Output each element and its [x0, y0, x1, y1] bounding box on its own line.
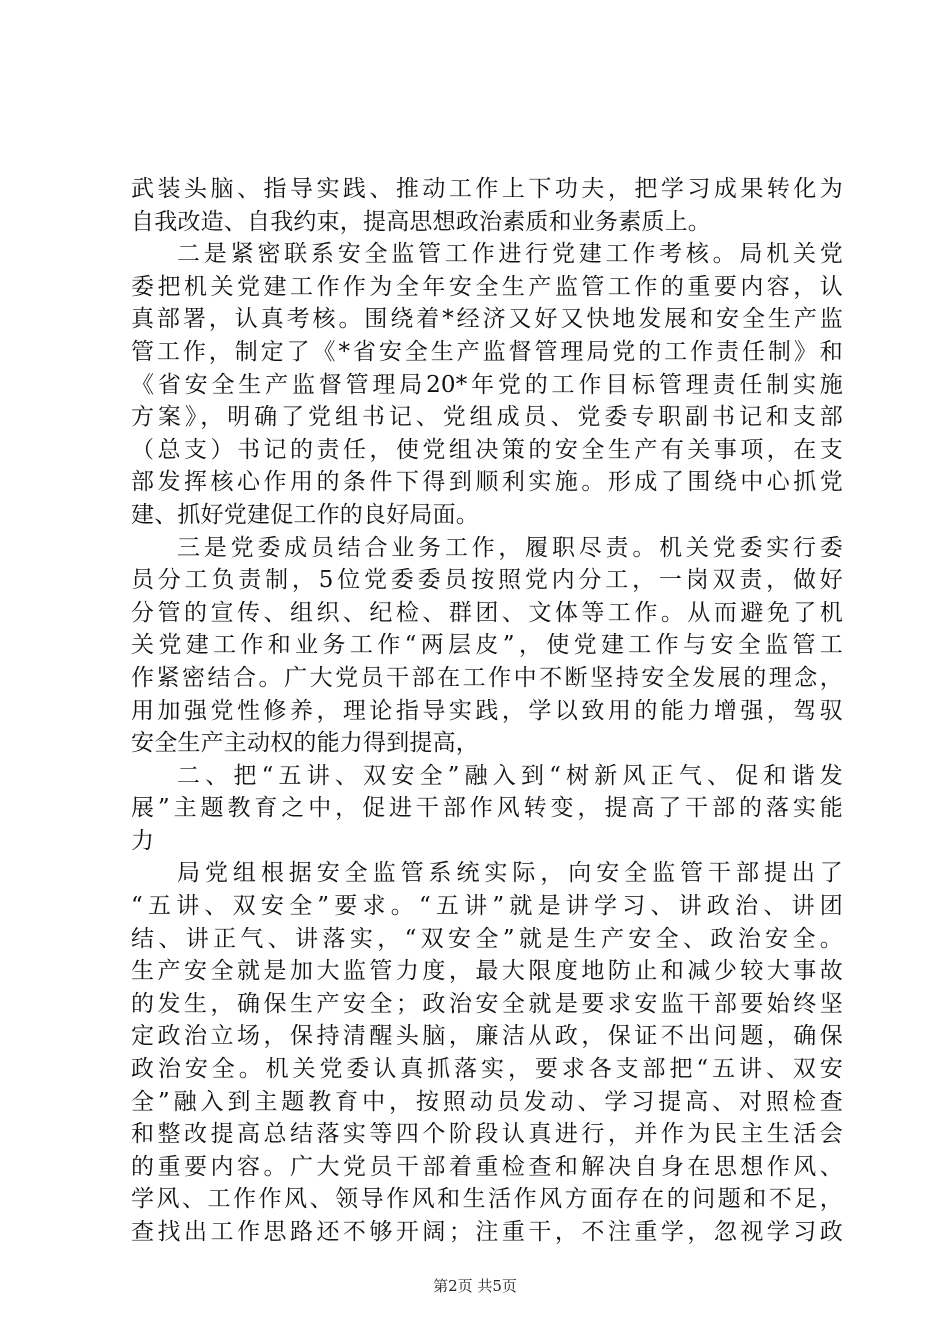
text-line: 力	[131, 827, 155, 854]
page-number-label: 第2页 共5页	[433, 1277, 517, 1295]
text-line: 政治安全。机关党委认真抓落实，要求各支部把“五讲、双安	[131, 1056, 843, 1083]
text-line: 委把机关党建工作作为全年安全生产监管工作的重要内容，认	[131, 273, 843, 300]
text-line: 定政治立场，保持清醒头脑，廉洁从政，保证不出问题，确保	[131, 1023, 843, 1050]
text-line: 和整改提高总结落实等四个阶段认真进行，并作为民主生活会	[131, 1121, 843, 1148]
text-line: 用加强党性修养，理论指导实践，学以致用的能力增强，驾驭	[131, 697, 843, 724]
text-line: 《省安全生产监督管理局20*年党的工作目标管理责任制实施	[131, 371, 843, 398]
text-line: 真部署，认真考核。围绕着*经济又好又快地发展和安全生产监	[131, 306, 843, 333]
text-line: 展”主题教育之中，促进干部作风转变，提高了干部的落实能	[131, 795, 843, 822]
text-line: 结、讲正气、讲落实，“双安全”就是生产安全、政治安全。	[131, 925, 843, 952]
text-line: 学风、工作作风、领导作风和生活作风方面存在的问题和不足，	[131, 1186, 843, 1213]
text-line: 建、抓好党建促工作的良好局面。	[131, 501, 479, 528]
text-line: 二是紧密联系安全监管工作进行党建工作考核。局机关党	[177, 241, 843, 268]
text-line: （总支）书记的责任，使党组决策的安全生产有关事项，在支	[131, 436, 843, 463]
text-line: 查找出工作思路还不够开阔；注重干，不注重学，忽视学习政	[131, 1219, 843, 1245]
text-line: 方案》，明确了党组书记、党组成员、党委专职副书记和支部	[131, 404, 843, 431]
page-footer	[0, 1276, 950, 1296]
text-line: 管工作，制定了《*省安全生产监督管理局党的工作责任制》和	[131, 338, 843, 365]
text-line: 局党组根据安全监管系统实际，向安全监管干部提出了	[177, 860, 843, 887]
text-line: 的重要内容。广大党员干部着重检查和解决自身在思想作风、	[131, 1153, 843, 1180]
text-line: 作紧密结合。广大党员干部在工作中不断坚持安全发展的理念，	[131, 664, 843, 691]
text-line: 员分工负责制，5位党委委员按照党内分工，一岗双责，做好	[131, 567, 843, 594]
text-line: 关党建工作和业务工作“两层皮”，使党建工作与安全监管工	[131, 632, 843, 659]
text-line: “五讲、双安全”要求。“五讲”就是讲学习、讲政治、讲团	[131, 893, 843, 920]
text-line: 自我改造、自我约束，提高思想政治素质和业务素质上。	[131, 208, 711, 235]
text-line: 的发生，确保生产安全；政治安全就是要求安监干部要始终坚	[131, 990, 843, 1017]
text-line: 二、把“五讲、双安全”融入到“树新风正气、促和谐发	[177, 762, 843, 789]
text-line: 全”融入到主题教育中，按照动员发动、学习提高、对照检查	[131, 1088, 843, 1115]
document-body	[131, 173, 843, 1249]
text-line: 生产安全就是加大监管力度，最大限度地防止和减少较大事故	[131, 958, 843, 985]
text-line: 武装头脑、指导实践、推动工作上下功夫，把学习成果转化为	[131, 176, 843, 202]
text-line: 三是党委成员结合业务工作，履职尽责。机关党委实行委	[177, 534, 843, 561]
text-line: 安全生产主动权的能力得到提高，	[131, 730, 479, 757]
text-line: 部发挥核心作用的条件下得到顺利实施。形成了围绕中心抓党	[131, 469, 843, 496]
text-line: 分管的宣传、组织、纪检、群团、文体等工作。从而避免了机	[131, 599, 843, 626]
